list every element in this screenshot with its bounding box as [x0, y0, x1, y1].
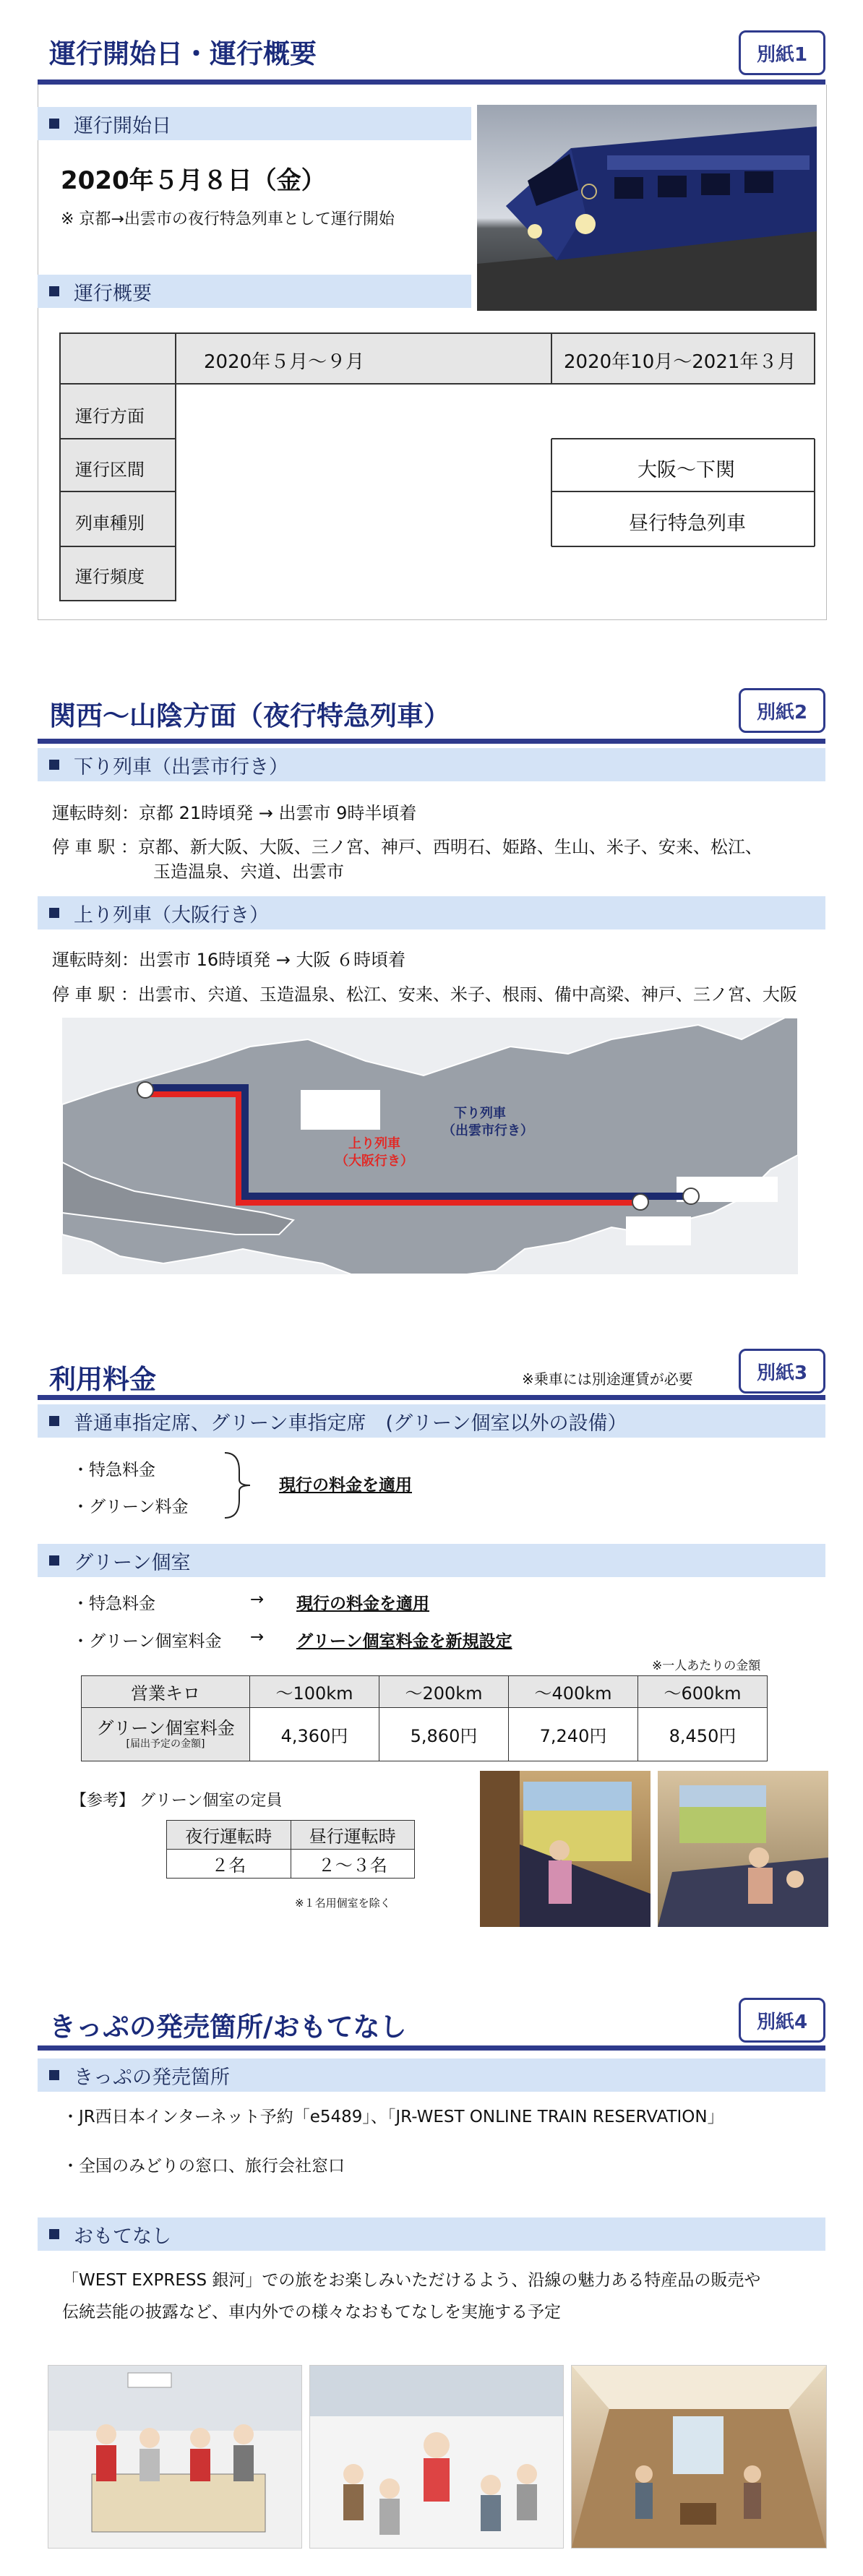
brace-icon [221, 1449, 257, 1521]
sales-heading: きっぷの発売箇所 [38, 2058, 825, 2092]
sales-counter: ・全国のみどりの窓口、旅行会社窓口 [62, 2157, 345, 2176]
lounge-car-rendering [571, 2365, 827, 2549]
down-train-heading: 下り列車（出雲市行き） [38, 748, 825, 781]
section2-title: 関西～山陰方面（夜行特急列車） [49, 700, 450, 731]
seat-heading: 普通車指定席、グリーン車指定席 (グリーン個室以外の設備） [38, 1404, 825, 1438]
train-photo [477, 105, 817, 311]
section1-rule [38, 80, 825, 85]
cap-head-day: 昼行運転時 [291, 1821, 415, 1850]
fare-row-subtitle: [届出予定の金額] [126, 1738, 205, 1751]
item-green-fare: ・グリーン料金 [72, 1498, 189, 1516]
map-down-dest: （出雲市行き） [442, 1123, 533, 1138]
capacity-note: ※１名用個室を除く [295, 1897, 391, 1910]
current-rate-applied: 現行の料金を適用 [279, 1476, 412, 1495]
up-train-stops: 停 車 駅 ：出雲市、宍道、玉造温泉、松江、安来、米子、根雨、備中高梁、神戸、三ノ宮、大阪 [52, 984, 797, 1005]
row-label-frequency: 運行頻度 [75, 567, 145, 587]
section2-rule [38, 739, 825, 744]
fare-value-400: 7,240円 [509, 1708, 638, 1761]
fare-value-200: 5,860円 [379, 1708, 509, 1761]
fare-head-600: ～600km [638, 1676, 768, 1708]
fare-row-label [82, 1708, 250, 1761]
section4-title: きっぷの発売箇所/おもてなし [49, 2012, 407, 2043]
section4-rule [38, 2045, 825, 2051]
fare-note: ※乗車には別途運賃が必要 [522, 1370, 693, 1388]
row-label-direction: 運行方面 [75, 406, 145, 426]
down-train-stops: 停 車 駅 ：京都、新大阪、大阪、三ノ宮、神戸、西明石、姫路、生山、米子、安来、松江、 [52, 837, 763, 857]
row-label-type: 列車種別 [75, 513, 145, 533]
attachment1-badge: 別紙1 [739, 30, 825, 75]
start-note: ※ 京都→出雲市の夜行特急列車として運行開始 [61, 210, 395, 228]
fare-head-100: ～100km [250, 1676, 379, 1708]
fare-row-title: グリーン個室料金 [96, 1717, 235, 1738]
private-room-heading: グリーン個室 [38, 1544, 825, 1577]
map-up-label: 上り列車 [348, 1136, 400, 1151]
fare-value-100: 4,360円 [250, 1708, 379, 1761]
cap-head-night: 夜行運転時 [167, 1821, 291, 1850]
overview-section-value: 大阪～下関 [637, 459, 735, 481]
fare-head-400: ～400km [509, 1676, 638, 1708]
arrow-1: → [250, 1590, 265, 1609]
sales-online: ・JR西日本インターネット予約「e5489」、「JR-WEST ONLINE TRAIN RESERVATION」 [62, 2108, 724, 2126]
private-express-fare: ・特急料金 [72, 1594, 155, 1613]
private-room-fare: ・グリーン個室料金 [72, 1632, 222, 1651]
row-label-section: 運行区間 [75, 460, 145, 480]
section1-title: 運行開始日・運行概要 [49, 38, 317, 69]
section3-rule [38, 1395, 825, 1400]
capacity-title: 【参考】 グリーン個室の定員 [71, 1792, 283, 1810]
section3-title: 利用料金 [49, 1364, 156, 1395]
map-up-dest: （大阪行き） [335, 1154, 413, 1169]
omotenashi-text-1: 「WEST EXPRESS 銀河」での旅をお楽しみいただけるよう、沿線の魅力ある特産品の販売や [62, 2271, 761, 2290]
up-train-time: 運転時刻：出雲市 16時頃発 → 大阪 ６時頃着 [52, 950, 406, 970]
overview-col2: 2020年10月～2021年３月 [564, 351, 797, 373]
platform-sales-illustration [48, 2365, 302, 2549]
cap-value-night: ２名 [167, 1850, 291, 1879]
start-date-heading: 運行開始日 [38, 107, 471, 140]
fare-head-distance: 営業キロ [82, 1676, 250, 1708]
start-date: 2020年５月８日（金） [61, 166, 326, 195]
map-down-label: 下り列車 [454, 1106, 506, 1121]
performance-illustration [309, 2365, 564, 2549]
cap-value-day: ２～３名 [291, 1850, 415, 1879]
green-room-fare-table [81, 1675, 768, 1761]
capacity-table [166, 1820, 415, 1879]
attachment2-badge: 別紙2 [739, 688, 825, 733]
down-train-time: 運転時刻：京都 21時頃発 → 出雲市 9時半頃着 [52, 803, 417, 823]
up-train-heading: 上り列車（大阪行き） [38, 896, 825, 929]
route-map [62, 1018, 798, 1274]
fare-head-200: ～200km [379, 1676, 509, 1708]
private-room-rate: グリーン個室料金を新規設定 [296, 1632, 512, 1651]
per-person-note: ※一人あたりの金額 [652, 1659, 761, 1673]
private-room-photo-2 [658, 1771, 828, 1927]
arrow-2: → [250, 1628, 265, 1647]
omotenashi-text-2: 伝統芸能の披露など、車内外での様々なおもてなしを実施する予定 [62, 2303, 561, 2322]
fare-value-600: 8,450円 [638, 1708, 768, 1761]
down-train-stops-cont: 玉造温泉、宍道、出雲市 [153, 862, 344, 882]
private-express-rate: 現行の料金を適用 [296, 1594, 429, 1613]
overview-heading: 運行概要 [38, 275, 471, 308]
attachment4-badge: 別紙4 [739, 1998, 825, 2043]
item-express-fare: ・特急料金 [72, 1461, 155, 1480]
attachment3-badge: 別紙3 [739, 1349, 825, 1394]
overview-col1: 2020年５月～９月 [204, 351, 365, 373]
private-room-photo-1 [480, 1771, 651, 1927]
omotenashi-heading: おもてなし [38, 2217, 825, 2251]
overview-type-value: 昼行特急列車 [629, 512, 746, 535]
